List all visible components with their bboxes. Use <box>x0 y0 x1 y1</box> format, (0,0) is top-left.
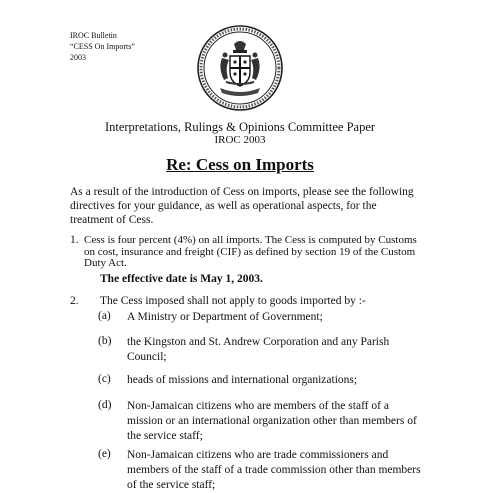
subitem-letter: (b) <box>98 335 112 347</box>
subitem-text: A Ministry or Department of Government; <box>127 311 323 323</box>
subitem-letter: (c) <box>98 373 111 385</box>
bulletin-header <box>70 30 135 63</box>
page-title: Re: Cess on Imports <box>166 155 314 174</box>
subitem-text: Non-Jamaican citizens who are members of the staff of a mission or an international organization other than members of the service staff; <box>127 400 417 442</box>
intro-paragraph: As a result of the introduction of Cess on imports, please see the following directives for your guidance, as well as operational aspects, for the treatment of Cess. <box>70 186 414 226</box>
effective-date: The effective date is May 1, 2003. <box>100 273 263 285</box>
subitem-text: Non-Jamaican citizens who are trade commissioners and members of the staff of a trade commission other than members of the service staff; <box>127 449 421 491</box>
item-1-number: 1. <box>70 234 79 246</box>
coat-of-arms-seal-icon <box>196 24 284 112</box>
bulletin-line-1: IROC Bulletin <box>70 31 117 40</box>
bulletin-line-2: “CESS On Imports” <box>70 42 135 51</box>
committee-title: Interpretations, Rulings & Opinions Committee Paper <box>104 120 376 134</box>
subitem-letter: (a) <box>98 310 111 322</box>
item-2-number: 2. <box>70 295 79 307</box>
item-2-text: The Cess imposed shall not apply to goods imported by :- <box>100 295 366 307</box>
subitem-letter: (e) <box>98 448 111 460</box>
subitem-text: the Kingston and St. Andrew Corporation and any Parish Council; <box>127 336 390 363</box>
item-1-text: Cess is four percent (4%) on all imports. The Cess is computed by Customs on cost, insurance and freight (CIF) as defined by section 19 of the Custom Duty Act. <box>84 234 417 269</box>
committee-subtitle: IROC 2003 <box>214 134 266 146</box>
bulletin-line-3: 2003 <box>70 53 86 62</box>
subitem-text: heads of missions and international organizations; <box>127 374 358 386</box>
subitem-letter: (d) <box>98 399 112 411</box>
